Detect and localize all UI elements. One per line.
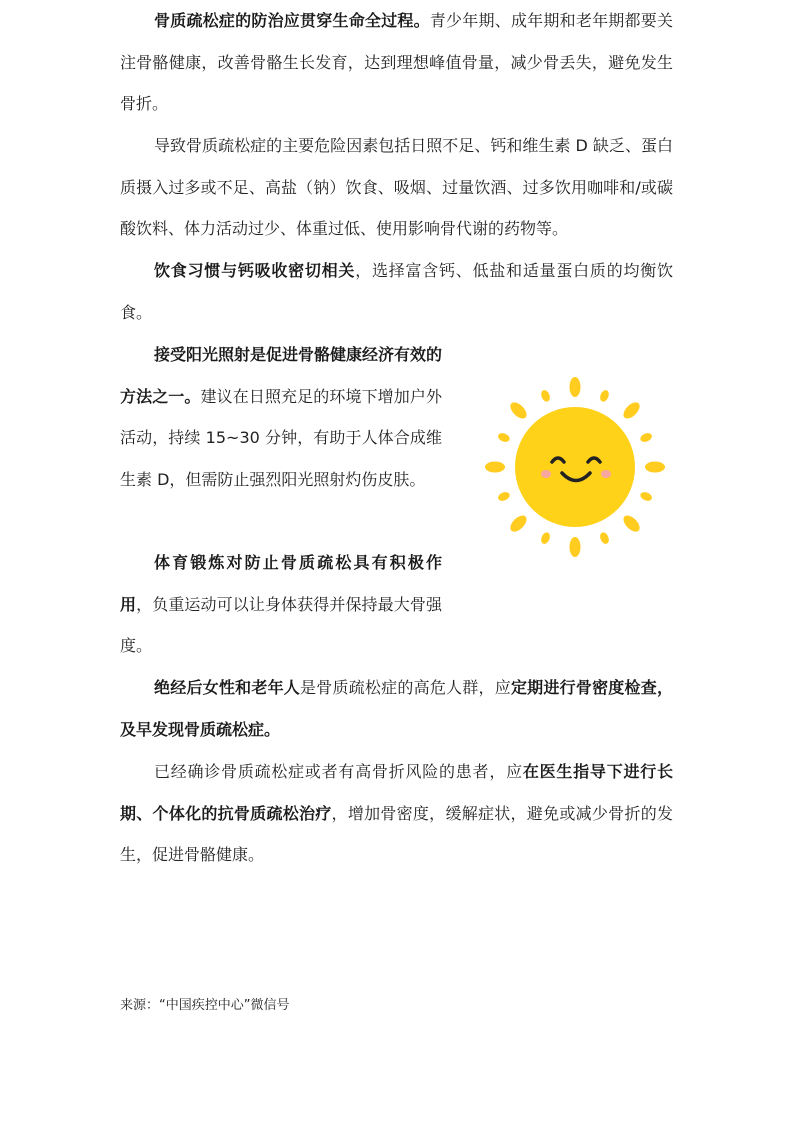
paragraph-diet-heading: 饮食习惯与钙吸收密切相关 <box>154 261 356 280</box>
paragraph-exercise-heading: 体育锻炼对防止骨质疏松具有积极作用 <box>120 553 442 614</box>
paragraph-lifecycle-heading: 骨质疏松症的防治应贯穿生命全过程。 <box>154 11 430 30</box>
paragraph-high-risk-text: 是骨质疏松症的高危人群，应 <box>300 678 511 697</box>
paragraph-exercise <box>120 542 442 667</box>
paragraph-lifecycle-text: 青少年期、成年期和老年期都要关注骨骼健康，改善骨骼生长发育，达到理想峰值骨量，减少骨丢失，避免发生骨折。 <box>120 11 673 113</box>
sun-ray <box>485 462 505 473</box>
sun-ray <box>497 432 511 444</box>
paragraph-sunlight-heading: 接受阳光照射是促进骨骼健康经济有效的方法之一。 <box>120 345 443 406</box>
sun-ray <box>598 531 610 545</box>
left-cheek <box>541 470 551 478</box>
paragraph-diet <box>120 250 673 333</box>
paragraph-sunlight <box>120 334 442 500</box>
sun-ray <box>540 531 552 545</box>
paragraph-high-risk <box>120 667 673 750</box>
sun-ray <box>497 490 511 502</box>
paragraph-treatment-text: 已经确诊骨质疏松症或者有高骨折风险的患者，应 <box>154 762 523 781</box>
sun-ray <box>507 513 529 535</box>
sun-ray <box>570 377 581 397</box>
sun-ray <box>621 513 643 535</box>
paragraph-sunlight-text: 建议在日照充足的环境下增加户外活动，持续 15~30 分钟，有助于人体合成维生素 D，但需防止强烈阳光照射灼伤皮肤。 <box>120 386 442 489</box>
paragraph-high-risk-heading: 绝经后女性和老年人 <box>154 678 301 697</box>
smiling-sun-illustration <box>482 374 668 560</box>
right-cheek <box>601 470 611 478</box>
paragraph-exercise-text: ，负重运动可以让身体获得并保持最大骨强度。 <box>120 594 442 655</box>
sun-ray <box>639 432 653 444</box>
paragraph-treatment-advice: 在医生指导下进行长期、个体化的抗骨质疏松治疗 <box>120 762 673 823</box>
sun-ray <box>598 389 610 403</box>
sun-ray <box>507 399 529 421</box>
sun-face <box>515 407 635 527</box>
paragraph-risk-factors <box>120 125 673 250</box>
paragraph-treatment-text-end: ，增加骨密度，缓解症状，避免或减少骨折的发生，促进骨骼健康。 <box>120 803 673 864</box>
paragraph-lifecycle <box>120 0 673 125</box>
paragraph-diet-text: ，选择富含钙、低盐和适量蛋白质的均衡饮食。 <box>120 261 673 322</box>
source-note: 来源：“中国疾控中心”微信号 <box>120 998 290 1013</box>
paragraph-risk-factors-text: 导致骨质疏松症的主要危险因素包括日照不足、钙和维生素 D 缺乏、蛋白质摄入过多或不足、高盐（钠）饮食、吸烟、过量饮酒、过多饮用咖啡和/或碳酸饮料、体力活动过少、体重过低、使用影响骨代谢的药物等。 <box>120 136 673 238</box>
sun-ray <box>639 490 653 502</box>
sun-ray <box>540 389 552 403</box>
sun-ray <box>645 462 665 473</box>
paragraph-high-risk-advice: 定期进行骨密度检查，及早发现骨质疏松症。 <box>120 678 673 739</box>
sun-ray <box>570 537 581 557</box>
paragraph-treatment <box>120 751 673 876</box>
sun-ray <box>621 399 643 421</box>
